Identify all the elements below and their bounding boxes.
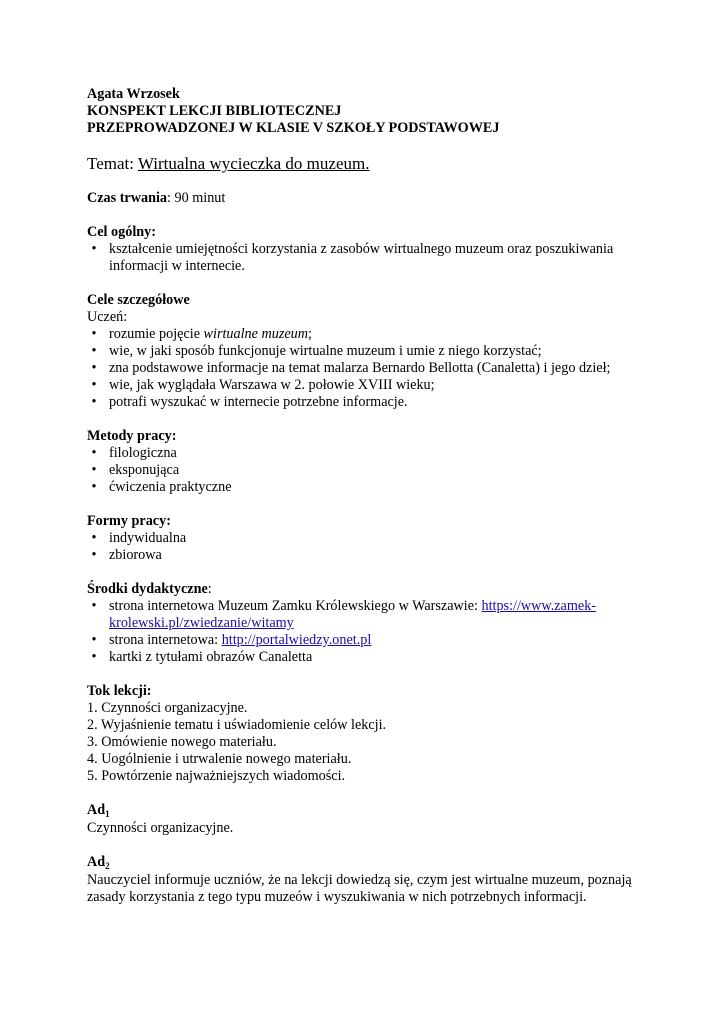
list-item [87,377,647,394]
bullet-icon: • [91,377,97,393]
general-goal-text: kształcenie umiejętności korzystania z zasobów wirtualnego muzeum oraz poszukiwania informacji w internecie. [109,241,614,274]
list-item [87,360,647,377]
form-text: zbiorowa [109,547,162,563]
list-item [87,326,647,343]
resource-text: strona internetowa: [109,632,222,648]
specific-goals-heading: Cele szczegółowe [87,292,190,308]
list-item [87,462,647,479]
list-item [87,598,647,632]
resources-heading-suffix: : [207,581,212,597]
list-item [87,445,647,462]
list-item [87,530,647,547]
list-item [87,547,647,564]
list-item [87,394,647,411]
resource-text: kartki z tytułami obrazów Canaletta [109,649,313,665]
bullet-icon: • [91,547,97,563]
topic-label: Temat: [87,154,138,173]
bullet-icon: • [91,632,97,648]
ad1-heading [87,802,647,820]
method-text: eksponująca [109,462,180,478]
resources-heading-line [87,581,647,598]
duration-value: : 90 minut [167,190,226,206]
bullet-icon: • [91,394,97,410]
ad1-number: 1 [105,809,110,819]
lesson-step: 2. Wyjaśnienie tematu i uświadomienie celów lekcji. [87,717,387,733]
forms-heading: Formy pracy: [87,513,171,529]
resources-list [87,598,647,666]
specific-goals-list [87,326,647,411]
bullet-icon: • [91,479,97,495]
duration-label: Czas trwania [87,190,167,206]
general-goal-list [87,241,647,275]
forms-list [87,530,647,564]
list-item [87,479,647,496]
ad2-heading [87,854,647,872]
ad2-text-line1: Nauczyciel informuje uczniów, że na lekcji dowiedzą się, czym jest wirtualne muzeum, poznają [87,872,632,888]
methods-list [87,445,647,496]
bullet-icon: • [91,462,97,478]
specific-goal-term: wirtualne muzeum [203,326,308,342]
form-text: indywidualna [109,530,187,546]
list-item [87,649,647,666]
resource-text: strona internetowa Muzeum Zamku Królewskiego w Warszawie: [109,598,482,614]
bullet-icon: • [91,649,97,665]
document-title-line1: KONSPEKT LEKCJI BIBLIOTECZNEJ [87,103,342,119]
ad1-label: Ad [87,802,106,818]
lesson-step: 5. Powtórzenie najważniejszych wiadomości. [87,768,346,784]
zamek-link-part2[interactable]: krolewski.pl/zwiedzanie/witamy [109,615,294,631]
resources-heading: Środki dydaktyczne [87,581,208,597]
bullet-icon: • [91,445,97,461]
zamek-link-part1[interactable]: https://www.zamek- [481,598,597,614]
bullet-icon: • [91,343,97,359]
ad2-label: Ad [87,854,106,870]
bullet-icon: • [91,530,97,546]
bullet-icon: • [91,241,97,257]
methods-heading: Metody pracy: [87,428,177,444]
method-text: ćwiczenia praktyczne [109,479,232,495]
method-text: filologiczna [109,445,177,461]
specific-goal-text: potrafi wyszukać w internecie potrzebne informacje. [109,394,408,410]
ad1-text: Czynności organizacyjne. [87,820,234,836]
bullet-icon: • [91,360,97,376]
document-title-line2: PRZEPROWADZONEJ W KLASIE V SZKOŁY PODSTAWOWEJ [87,120,500,136]
specific-goals-intro: Uczeń: [87,309,128,325]
duration [87,190,647,207]
ad2-number: 2 [105,861,110,871]
specific-goal-text: wie, w jaki sposób funkcjonuje wirtualne muzeum i umie z niego korzystać; [109,343,542,359]
topic-value: Wirtualna wycieczka do muzeum. [137,154,370,173]
topic [87,153,647,174]
lesson-step: 3. Omówienie nowego materiału. [87,734,277,750]
specific-goal-text: zna podstawowe informacje na temat malarza Bernardo Bellotta (Canaletta) i jego dzieł; [109,360,611,376]
list-item [87,241,647,275]
lesson-flow-heading: Tok lekcji: [87,683,152,699]
general-goal-heading: Cel ogólny: [87,224,156,240]
document-page [87,86,647,906]
bullet-icon: • [91,326,97,342]
list-item [87,632,647,649]
specific-goal-suffix: ; [307,326,312,342]
author-name: Agata Wrzosek [87,86,180,102]
portalwiedzy-link[interactable]: http://portalwiedzy.onet.pl [221,632,372,648]
bullet-icon: • [91,598,97,614]
specific-goal-text: wie, jak wyglądała Warszawa w 2. połowie XVIII wieku; [109,377,435,393]
list-item [87,343,647,360]
ad2-text-line2: zasady korzystania z tego typu muzeów i wyszukiwania w nich potrzebnych informacji. [87,889,587,905]
specific-goal-prefix: rozumie pojęcie [109,326,204,342]
lesson-step: 1. Czynności organizacyjne. [87,700,248,716]
lesson-step: 4. Uogólnienie i utrwalenie nowego materiału. [87,751,352,767]
